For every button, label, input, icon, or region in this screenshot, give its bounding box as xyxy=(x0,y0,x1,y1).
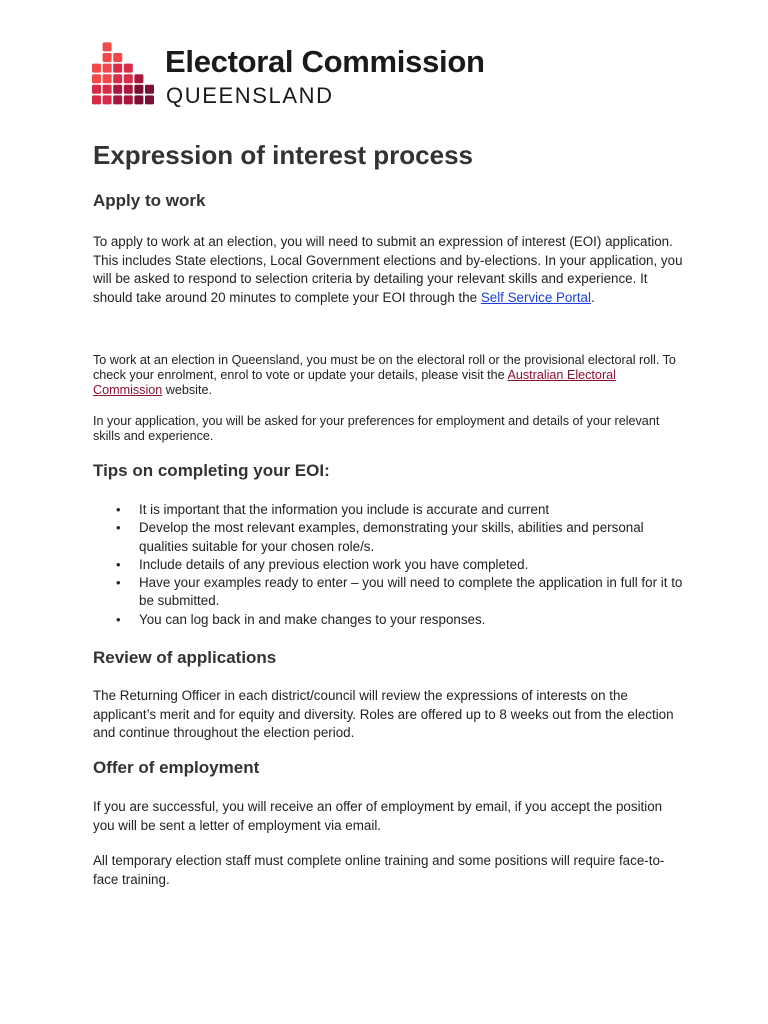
apply-paragraph-2-text: To work at an election in Queensland, you must be on the electoral roll or the provisional electoral roll. To check your enrolment, enrol to vote or update your details, please visit the xyxy=(93,353,676,383)
apply-paragraph-2-end: website. xyxy=(162,383,212,398)
heading-tips: Tips on completing your EOI: xyxy=(93,461,330,480)
review-paragraph: The Returning Officer in each district/council will review the expressions of interests on the applicant’s merit and for equity and diversity. Roles are offered up to 8 weeks out from the election and continue throughout the election period. xyxy=(93,688,674,740)
apply-paragraph-3: In your application, you will be asked for your preferences for employment and details of your relevant skills and experience. xyxy=(93,414,660,444)
logo-square xyxy=(124,74,133,83)
logo-square xyxy=(134,74,143,83)
logo-square xyxy=(113,85,122,94)
bullet-icon: • xyxy=(116,556,121,572)
logo-square xyxy=(124,95,133,104)
heading-review: Review of applications xyxy=(93,648,277,667)
logo-square xyxy=(92,74,101,83)
logo-square xyxy=(92,64,101,73)
bullet-icon: • xyxy=(116,611,121,627)
list-item xyxy=(93,611,683,629)
ecq-logo xyxy=(92,38,522,108)
apply-paragraph-1-end: . xyxy=(590,289,595,305)
bullet-icon: • xyxy=(116,520,121,536)
logo-square xyxy=(124,64,133,73)
offer-paragraph-1: If you are successful, you will receive an offer of employment by email, if you accept the position you will be sent a letter of employment via email. xyxy=(93,799,663,833)
logo-square xyxy=(92,95,101,104)
logo-square xyxy=(103,53,112,62)
list-item xyxy=(93,574,683,611)
list-item-text: You can log back in and make changes to your responses. xyxy=(139,611,486,627)
logo-square xyxy=(103,42,112,51)
logo-square xyxy=(103,64,112,73)
heading-offer: Offer of employment xyxy=(93,758,260,777)
apply-paragraph-1-text: To apply to work at an election, you will need to submit an expression of interest (EOI) application. This includes State elections, Local Government elections and by-elections. In your application, you will be asked to respond to selection criteria by detailing your relevant skills and experience. It should take around 20 minutes to complete your EOI through the xyxy=(93,234,683,305)
list-item-text: It is important that the information you include is accurate and current xyxy=(139,502,550,517)
logo-square xyxy=(134,95,143,104)
list-item-text: Develop the most relevant examples, demonstrating your skills, abilities and personal qualities suitable for your chosen role/s. xyxy=(139,520,644,554)
logo-square xyxy=(113,95,122,104)
list-item-text: Have your examples ready to enter – you will need to complete the application in full for it to be submitted. xyxy=(139,575,683,609)
list-item xyxy=(93,556,683,574)
logo-square xyxy=(124,85,133,94)
heading-apply: Apply to work xyxy=(93,191,206,210)
logo-square xyxy=(92,85,101,94)
logo-subtitle: QUEENSLAND xyxy=(166,83,334,108)
apply-paragraph-1 xyxy=(93,233,683,307)
logo-title: Electoral Commission xyxy=(165,44,485,79)
logo-square xyxy=(113,53,122,62)
logo-square xyxy=(145,85,154,94)
logo-square xyxy=(134,85,143,94)
logo-square xyxy=(145,95,154,104)
list-item xyxy=(93,519,683,556)
apply-paragraph-2 xyxy=(93,353,683,399)
aec-link[interactable]: Australian Electoral Commission xyxy=(93,368,616,398)
tips-list xyxy=(93,501,683,629)
ecq-logo-mark xyxy=(92,38,154,106)
offer-paragraph-2: All temporary election staff must complete online training and some positions will require face-to-face training. xyxy=(93,853,665,887)
logo-square xyxy=(113,64,122,73)
logo-square xyxy=(103,95,112,104)
logo-square xyxy=(103,74,112,83)
list-item-text: Include details of any previous election work you have completed. xyxy=(139,556,529,572)
self-service-portal-link[interactable]: Self Service Portal xyxy=(480,289,591,305)
logo-square xyxy=(103,85,112,94)
page-title: Expression of interest process xyxy=(93,140,474,170)
list-item xyxy=(93,501,683,519)
bullet-icon: • xyxy=(116,502,121,517)
bullet-icon: • xyxy=(116,575,121,591)
logo-square xyxy=(113,74,122,83)
